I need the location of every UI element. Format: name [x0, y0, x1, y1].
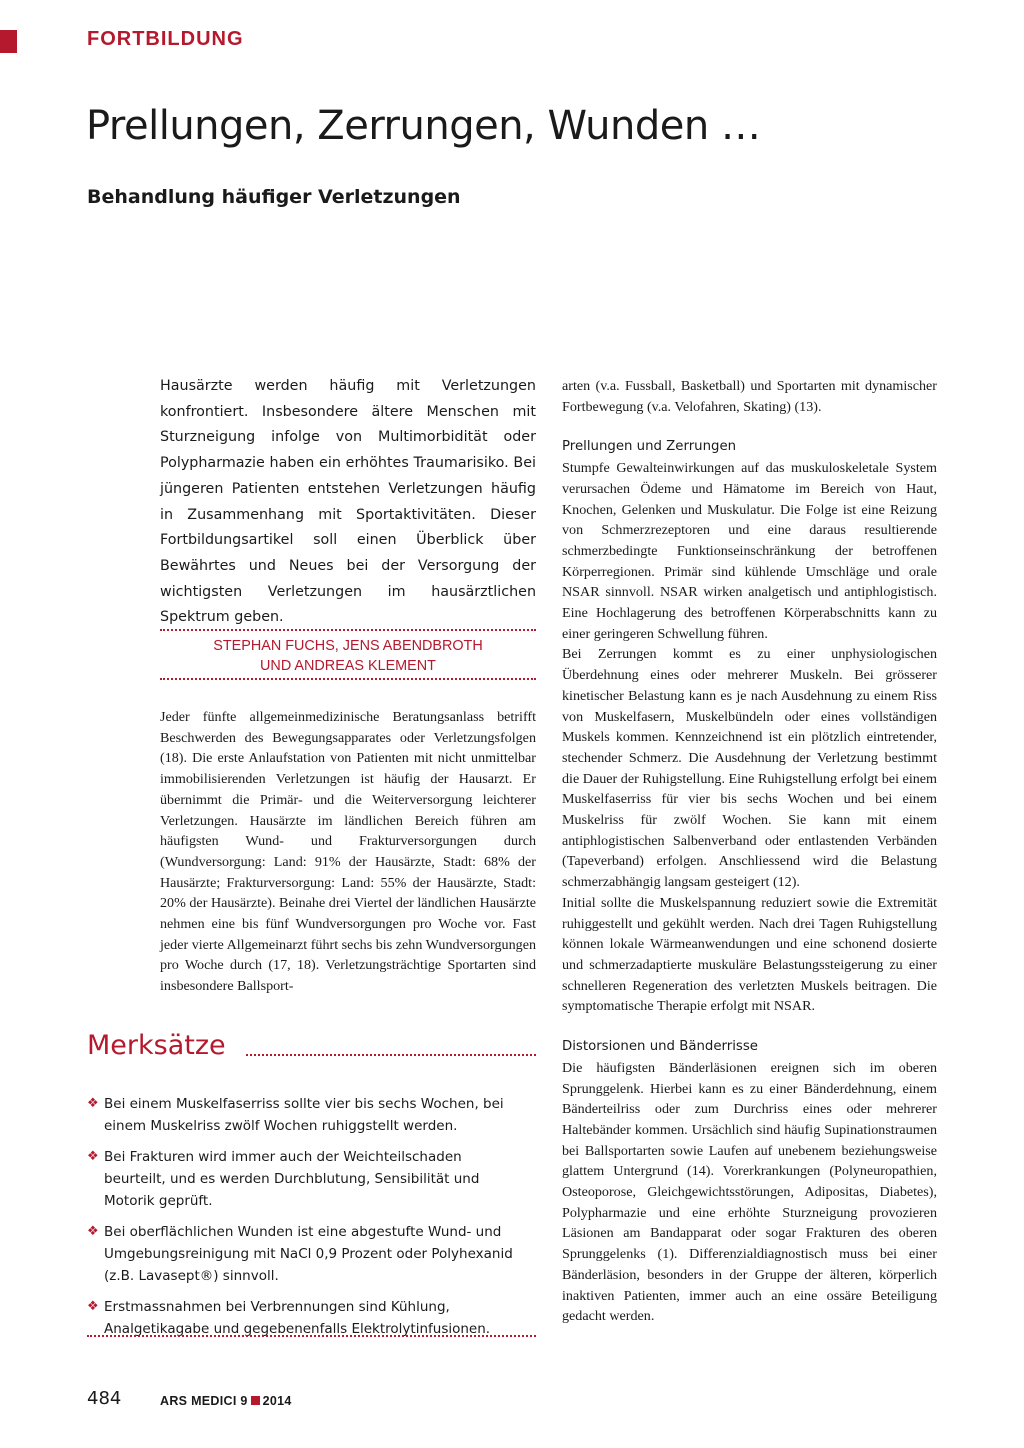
body-paragraph: Die häufigsten Bänderläsionen ereignen sich im oberen Sprunggelenk. Hierbei kann es zu einer Bänderdehnung, einem Bänderteilriss oder zum Durchriss eines oder mehrerer Haltebänder kommen. Ursächlich sind häufig Supinationstraumen bei Ballsportarten sowie Laufen auf unebenem beziehungsweise glattem Untergrund (14). Vorerkrankungen (Polyneuropathien, Osteoporose, Gleichgewichtsstörungen, Adipositas, Diabetes), Polypharmazie und eine erhöhte Sturzneigung provozieren Läsionen am Bandapparat oder sogar Frakturen des oberen Sprunggelenks (1). Differenzialdiagnostisch muss bei einer Bänderläsion, besonders in der Gruppe der älteren, körperlich inaktiven Patienten, immer auch an eine ossäre Beteiligung gedacht werden.	[562, 1059, 937, 1325]
page-number: 484	[87, 1388, 122, 1409]
body-text-right	[562, 376, 937, 1327]
article-title: Prellungen, Zerrungen, Wunden …	[86, 103, 761, 149]
section-heading: Prellungen und Zerrungen	[562, 439, 737, 455]
body-text-left: Jeder fünfte allgemeinmedizinische Beratungsanlass betrifft Beschwerden des Bewegungsapparates oder Verletzungsfolgen (18). Die erste Anlaufstation von Patienten mit nicht unmittelbar immobilisierenden Verletzungen ist häufig der Hausarzt. Er übernimmt die Primär- und die Weiterversorgung leichterer Verletzungen. Hausärzte im ländlichen Bereich führen am häufigsten Wund- und Frakturversorgungen durch (Wundversorgung: Land: 91% der Hausärzte, Stadt: 68% der Hausärzte; Frakturversorgung: Land: 55% der Hausärzte, Stadt: 20% der Hausärzte). Beinahe drei Viertel der ländlichen Hausärzte nehmen eine bis fünf Wundversorgungen pro Woche vor. Fast jeder vierte Allgemeinarzt führt sechs bis zehn Wundversorgungen pro Woche durch (17, 18). Verletzungsträchtige Sportarten sind insbesondere Ballsport-	[160, 709, 536, 995]
merksaetze-divider-bottom	[87, 1335, 536, 1337]
author-divider-top	[160, 629, 536, 631]
body-paragraph: Bei Zerrungen kommt es zu einer unphysiologischen Überdehnung eines oder mehrerer Muskeln. Bei grösserer kinetischer Belastung kann es je nach Ausdehnung zu einem Riss von Muskelfasern, Muskelbündeln oder eines vollständigen Muskels kommen. Kennzeichnend ist ein plötzlich eintretender, stechender Schmerz. Die Ausdehnung der Verletzung bestimmt die Dauer der Ruhigstellung. Eine Ruhigstellung erfolgt bei einem Muskelfaserriss für vier bis sechs Wochen und bei einem Muskelriss für zwölf Wochen. Sie kann mit einem antiphlogistischen Salbenverband oder entlastenden Verbänden (Tapeverband) erfolgen. Anschliessend wird die Belastung schmerzabhängig langsam gesteigert (12).	[562, 646, 937, 891]
merksatz-item: ❖ Bei oberflächlichen Wunden ist eine abgestufte Wund- und Umgebungsreinigung mit NaCl 0,9 Prozent oder Polyhexanid (z.B. Lavasept®) sinnvoll.	[87, 1221, 517, 1287]
author-divider-bottom	[160, 678, 536, 680]
merksatz-item: ❖ Bei Frakturen wird immer auch der Weichteilschaden beurteilt, und es werden Durchblutung, Sensibilität und Motorik geprüft.	[87, 1146, 517, 1212]
square-separator-icon	[251, 1396, 260, 1405]
merksaetze-list	[87, 1093, 517, 1349]
diamond-bullet-icon: ❖	[87, 1149, 99, 1164]
author-line-1: STEPHAN FUCHS, JENS ABENDBROTH	[213, 638, 483, 654]
diamond-bullet-icon: ❖	[87, 1096, 99, 1111]
diamond-bullet-icon: ❖	[87, 1224, 99, 1239]
journal-year: 2014	[262, 1394, 292, 1408]
merksatz-item: ❖ Erstmassnahmen bei Verbrennungen sind Kühlung, Analgetikagabe und gegebenenfalls Elektrolytinfusionen.	[87, 1296, 517, 1340]
body-paragraph: Stumpfe Gewalteinwirkungen auf das muskuloskeletale System verursachen Ödeme und Hämatome im Bereich von Haut, Knochen, Gelenken und Muskulatur. Die Folge ist eine Reizung von Schmerzrezeptoren und eine daraus resultierende schmerzbedingte Funktionseinschränkung der betroffenen Körperregionen. Primär sind kühlende Umschläge und orale NSAR sinnvoll. NSAR wirken analgetisch und antiphlogistisch. Eine Hochlagerung des betroffenen Körperabschnitts kann zu einer geringeren Schwellung führen.	[562, 460, 937, 642]
section-label: FORTBILDUNG	[87, 28, 244, 50]
merksatz-item: ❖ Bei einem Muskelfaserriss sollte vier bis sechs Wochen, bei einem Muskelriss zwölf Wochen ruhiggstellt werden.	[87, 1093, 517, 1137]
author-byline	[160, 636, 536, 676]
author-line-2: UND ANDREAS KLEMENT	[260, 658, 436, 674]
diamond-bullet-icon: ❖	[87, 1299, 99, 1314]
merksaetze-heading: Merksätze	[87, 1030, 226, 1061]
section-marker	[0, 30, 17, 53]
section-heading: Distorsionen und Bänderrisse	[562, 1039, 758, 1055]
body-paragraph: arten (v.a. Fussball, Basketball) und Sportarten mit dynamischer Fortbewegung (v.a. Velofahren, Skating) (13).	[562, 378, 937, 415]
article-subtitle: Behandlung häufiger Verletzungen	[87, 186, 461, 208]
body-paragraph: Initial sollte die Muskelspannung reduziert sowie die Extremität ruhiggestellt und gekühlt werden. Nach drei Tagen Ruhigstellung können lokale Wärmeanwendungen und eine schonend dosierte und schmerzadaptierte muskuläre Belastungssteigerung zu einer schnelleren Regeneration des verletzten Muskels beitragen. Die symptomatische Therapie erfolgt mit NSAR.	[562, 894, 937, 1015]
merksaetze-divider	[246, 1054, 536, 1056]
journal-name: ARS MEDICI 9	[160, 1394, 248, 1408]
journal-footer	[160, 1394, 292, 1408]
lead-paragraph: Hausärzte werden häufig mit Verletzungen konfrontiert. Insbesondere ältere Menschen mit Sturzneigung infolge von Multimorbidität oder Polypharmazie haben ein erhöhtes Traumarisiko. Bei jüngeren Patienten entstehen Verletzungen häufig in Zusammenhang mit Sportaktivitäten. Dieser Fortbildungsartikel soll einen Überblick über Bewährtes und Neues bei der Versorgung der wichtigsten Verletzungen im hausärztlichen Spektrum geben.	[160, 378, 536, 626]
